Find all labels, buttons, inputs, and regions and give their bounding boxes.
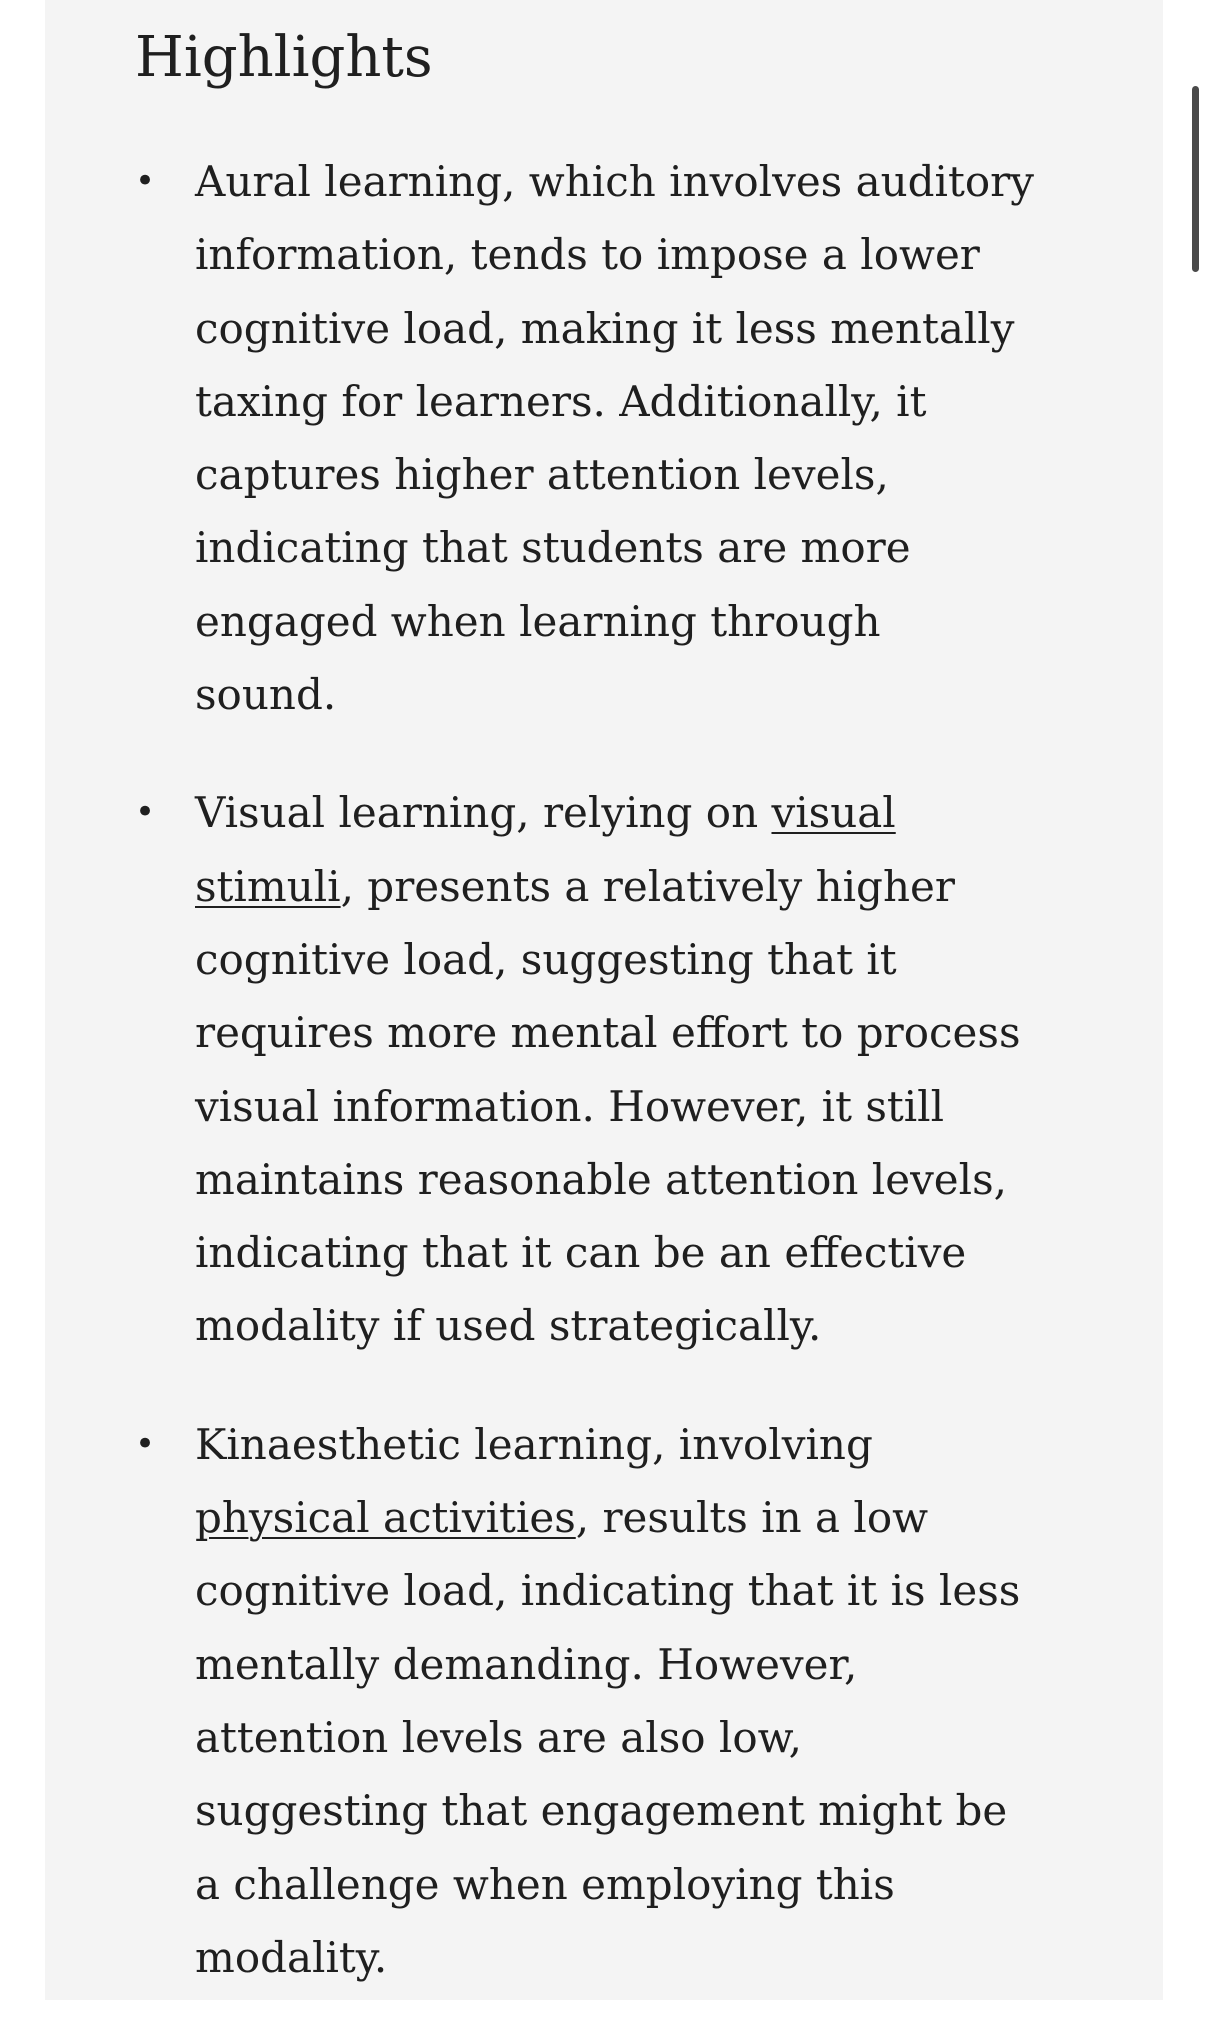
bullet-icon: • [135,792,156,833]
physical-activities-link[interactable]: physical activities [195,1493,576,1543]
highlights-list [135,145,1035,2039]
highlights-panel [45,0,1163,2000]
highlight-text-segment: , presents a relatively higher cognitive load, suggesting that it requires more mental effort to process visual information. However, it still maintains reasonable attention levels, indicating that it can be an effective modality if used strategically. [195,861,1021,1351]
highlight-text [195,145,1035,731]
visual-stimuli-link[interactable]: visual stimuli [195,788,896,911]
scrollbar-track[interactable] [1190,0,1208,2000]
highlight-item-visual [135,776,1035,1362]
section-title: Highlights [135,25,433,90]
highlight-text [195,776,1035,1362]
highlight-text-segment: Kinaesthetic learning, involving [195,1419,873,1469]
highlight-item-aural [135,145,1035,731]
highlight-text [195,1408,1035,1994]
highlight-text-segment: Aural learning, which involves auditory information, tends to impose a lower cognitive load, making it less mentally taxing for learners. Additionally, it captures higher attention levels, indicating that students are more engaged when learning through sound. [195,157,1034,720]
highlight-text-segment: Visual learning, relying on [195,788,772,838]
highlight-text-segment: , results in a low cognitive load, indicating that it is less mentally demanding. However, attention levels are also low, suggesting that engagement might be a challenge when employing this modality. [195,1493,1021,1982]
highlight-item-kinaesthetic [135,1408,1035,1994]
bullet-icon: • [135,161,156,201]
bullet-icon: • [135,1423,156,1464]
scrollbar-thumb[interactable] [1192,86,1199,272]
